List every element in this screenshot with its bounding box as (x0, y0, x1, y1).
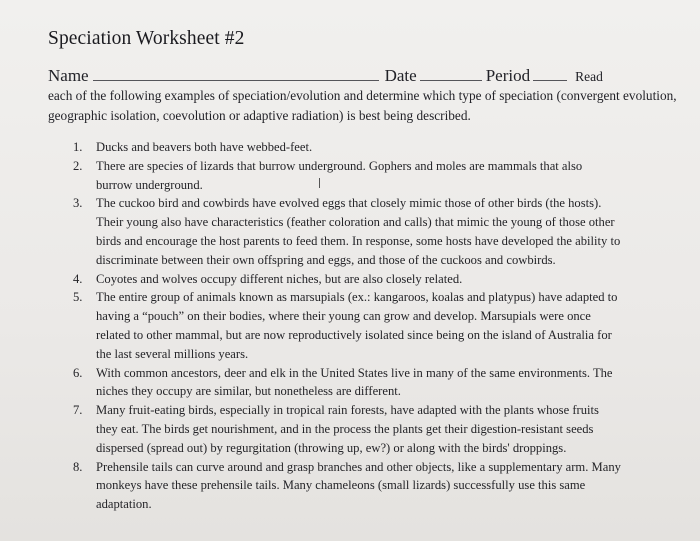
item-text: With common ancestors, deer and elk in the United States live in many of the same environments. The niches they occupy are similar, but nonetheless are different. (96, 365, 613, 399)
date-label: Date (384, 66, 417, 85)
name-field[interactable] (93, 66, 379, 81)
text-cursor-icon (319, 178, 321, 188)
item-text: Ducks and beavers both have webbed-feet. (96, 140, 313, 154)
worksheet-title: Speciation Worksheet #2 (48, 28, 245, 49)
example-list (73, 138, 621, 514)
header-fields (48, 66, 678, 87)
item-number: 1. (73, 140, 83, 154)
list-item (73, 194, 621, 269)
period-label: Period (485, 66, 531, 85)
item-text: The cuckoo bird and cowbirds have evolved eggs that closely mimic those of other birds (the hosts). Their young also have characteristics (feather coloration and calls) that mimic the young of those other birds and encourage the host parents to feed them. In response, some hosts have developed the ability to discriminate between their own offspring and eggs, and those of the cuckoos and cowbirds. (96, 196, 621, 267)
list-item (73, 401, 621, 457)
item-number: 5. (73, 290, 83, 305)
intro-block (48, 66, 678, 126)
item-text: Many fruit-eating birds, especially in tropical rain forests, have adapted with the plants whose fruits they eat. The birds get nourishment, and in the process the plants get their digestion-resistant seeds dispersed (spread out) by regurgitation (throwing up, ew?) or along with the birds' droppings. (96, 403, 599, 455)
item-number: 6. (73, 365, 83, 380)
name-label: Name (48, 66, 89, 85)
list-item (73, 458, 621, 514)
item-number: 2. (73, 158, 83, 173)
item-number: 3. (73, 196, 83, 211)
list-item (73, 138, 621, 157)
list-item (73, 364, 621, 402)
item-number: 7. (73, 403, 83, 418)
list-item (73, 157, 621, 195)
item-text: Prehensile tails can curve around and grasp branches and other objects, like a supplementary arm. Many monkeys have these prehensile tails. Many chameleons (small lizards) successfully use this same adaptation. (96, 459, 621, 512)
list-item (73, 270, 621, 289)
item-text: Coyotes and wolves occupy different niches, but are also closely related. (96, 271, 463, 286)
read-label: Read (575, 69, 603, 84)
list-item (73, 288, 621, 363)
instructions-text: each of the following examples of speciation/evolution and determine which type of speciation (convergent evolution, geographic isolation, coevolution or adaptive radiation) is best being described. (48, 88, 677, 123)
item-number: 4. (73, 271, 83, 286)
period-field[interactable] (533, 66, 567, 81)
item-text: There are species of lizards that burrow underground. Gophers and moles are mammals that also burrow underground. (96, 158, 583, 192)
date-field[interactable] (420, 66, 482, 81)
item-text: The entire group of animals known as marsupials (ex.: kangaroos, koalas and platypus) have adapted to having a “pouch” on their bodies, where their young can grow and develop. Marsupials were once related to other mammal, but are now reproductively isolated since being on the island of Australia for the last several millions years. (96, 290, 618, 361)
item-number: 8. (73, 459, 83, 474)
